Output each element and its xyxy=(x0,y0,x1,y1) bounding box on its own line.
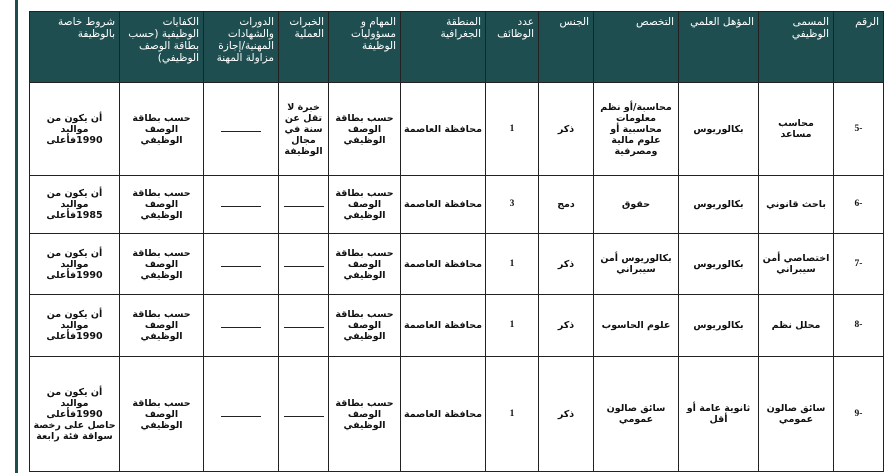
cell-region: محافظة العاصمة xyxy=(401,176,486,234)
cell-number: -5 xyxy=(834,83,884,176)
cell-region: محافظة العاصمة xyxy=(401,234,486,295)
table-row xyxy=(30,234,884,295)
cell-region: محافظة العاصمة xyxy=(401,357,486,472)
cell-qualification: بكالوريوس xyxy=(679,176,759,234)
cell-qualification: بكالوريوس xyxy=(679,234,759,295)
cell-courses xyxy=(204,234,279,295)
cell-experience xyxy=(279,357,329,472)
cell-job-title: سائق صالون عمومي xyxy=(759,357,834,472)
cell-duties: حسب بطاقة الوصف الوظيفي xyxy=(329,357,401,472)
cell-competencies: حسب بطاقة الوصف الوظيفي xyxy=(120,295,204,357)
table-row xyxy=(30,295,884,357)
jobs-table xyxy=(29,11,884,472)
table-row xyxy=(30,357,884,472)
cell-specialization: محاسبة/أو نظم معلومات محاسبية أو علوم مالية ومصرفية xyxy=(594,83,679,176)
cell-duties: حسب بطاقة الوصف الوظيفي xyxy=(329,83,401,176)
header-qualification: المؤهل العلمي xyxy=(679,12,759,83)
empty-dash xyxy=(284,415,324,417)
header-gender: الجنس xyxy=(539,12,594,83)
header-specialization: التخصص xyxy=(594,12,679,83)
cell-conditions: أن يكون من مواليد 1990فأعلى حاصل على رخصة سواقة فئة رابعة xyxy=(30,357,120,472)
cell-number: -8 xyxy=(834,295,884,357)
header-conditions: شروط خاصة بالوظيفة xyxy=(30,12,120,83)
cell-specialization: سائق صالون عمومي xyxy=(594,357,679,472)
cell-job-title: محاسب مساعد xyxy=(759,83,834,176)
cell-experience xyxy=(279,176,329,234)
cell-courses xyxy=(204,83,279,176)
cell-conditions: أن يكون من مواليد 1990فأعلى xyxy=(30,295,120,357)
cell-specialization: حقوق xyxy=(594,176,679,234)
cell-job-count: 1 xyxy=(486,357,539,472)
cell-gender: ذكر xyxy=(539,234,594,295)
cell-competencies: حسب بطاقة الوصف الوظيفي xyxy=(120,176,204,234)
header-job-title: المسمى الوظيفي xyxy=(759,12,834,83)
cell-conditions: أن يكون من مواليد 1985فأعلى xyxy=(30,176,120,234)
cell-job-count: 1 xyxy=(486,295,539,357)
cell-duties: حسب بطاقة الوصف الوظيفي xyxy=(329,176,401,234)
header-job-count: عدد الوظائف xyxy=(486,12,539,83)
cell-job-count: 1 xyxy=(486,83,539,176)
empty-dash xyxy=(221,326,261,328)
header-courses: الدورات والشهادات المهنية/إجازة مزاولة المهنة xyxy=(204,12,279,83)
empty-dash xyxy=(221,265,261,267)
cell-qualification: ثانوية عامة أو أقل xyxy=(679,357,759,472)
cell-conditions: أن يكون من مواليد 1990فأعلى xyxy=(30,83,120,176)
cell-gender: دمج xyxy=(539,176,594,234)
cell-number: -7 xyxy=(834,234,884,295)
cell-gender: ذكر xyxy=(539,357,594,472)
cell-experience: خبرة لا تقل عن سنة في مجال الوظيفة xyxy=(279,83,329,176)
cell-competencies: حسب بطاقة الوصف الوظيفي xyxy=(120,83,204,176)
cell-gender: ذكر xyxy=(539,83,594,176)
empty-dash xyxy=(284,265,324,267)
empty-dash xyxy=(221,205,261,207)
page-border-line xyxy=(15,0,18,473)
cell-courses xyxy=(204,176,279,234)
cell-qualification: بكالوريوس xyxy=(679,295,759,357)
cell-competencies: حسب بطاقة الوصف الوظيفي xyxy=(120,234,204,295)
empty-dash xyxy=(221,130,261,132)
cell-job-title: اختصاصي أمن سيبراني xyxy=(759,234,834,295)
header-competencies: الكفايات الوظيفية (حسب بطاقة الوصف الوظيفي) xyxy=(120,12,204,83)
cell-gender: ذكر xyxy=(539,295,594,357)
empty-dash xyxy=(221,415,261,417)
cell-number: -9 xyxy=(834,357,884,472)
cell-experience xyxy=(279,295,329,357)
cell-conditions: أن يكون من مواليد 1990فأعلى xyxy=(30,234,120,295)
cell-courses xyxy=(204,357,279,472)
cell-job-count: 1 xyxy=(486,234,539,295)
cell-region: محافظة العاصمة xyxy=(401,83,486,176)
cell-job-title: باحث قانوني xyxy=(759,176,834,234)
cell-qualification: بكالوريوس xyxy=(679,83,759,176)
cell-experience xyxy=(279,234,329,295)
table-header-row xyxy=(30,12,884,83)
empty-dash xyxy=(284,326,324,328)
empty-dash xyxy=(284,205,324,207)
header-duties: المهام و مسؤوليات الوظيفة xyxy=(329,12,401,83)
cell-duties: حسب بطاقة الوصف الوظيفي xyxy=(329,295,401,357)
cell-region: محافظة العاصمة xyxy=(401,295,486,357)
header-number: الرقم xyxy=(834,12,884,83)
cell-number: -6 xyxy=(834,176,884,234)
cell-courses xyxy=(204,295,279,357)
header-experience: الخبرات العملية xyxy=(279,12,329,83)
cell-duties: حسب بطاقة الوصف الوظيفي xyxy=(329,234,401,295)
header-region: المنطقة الجغرافية xyxy=(401,12,486,83)
cell-specialization: بكالوريوس أمن سيبراني xyxy=(594,234,679,295)
cell-job-count: 3 xyxy=(486,176,539,234)
table-row xyxy=(30,176,884,234)
cell-specialization: علوم الحاسوب xyxy=(594,295,679,357)
cell-competencies: حسب بطاقة الوصف الوظيفي xyxy=(120,357,204,472)
cell-job-title: محلل نظم xyxy=(759,295,834,357)
table-row xyxy=(30,83,884,176)
